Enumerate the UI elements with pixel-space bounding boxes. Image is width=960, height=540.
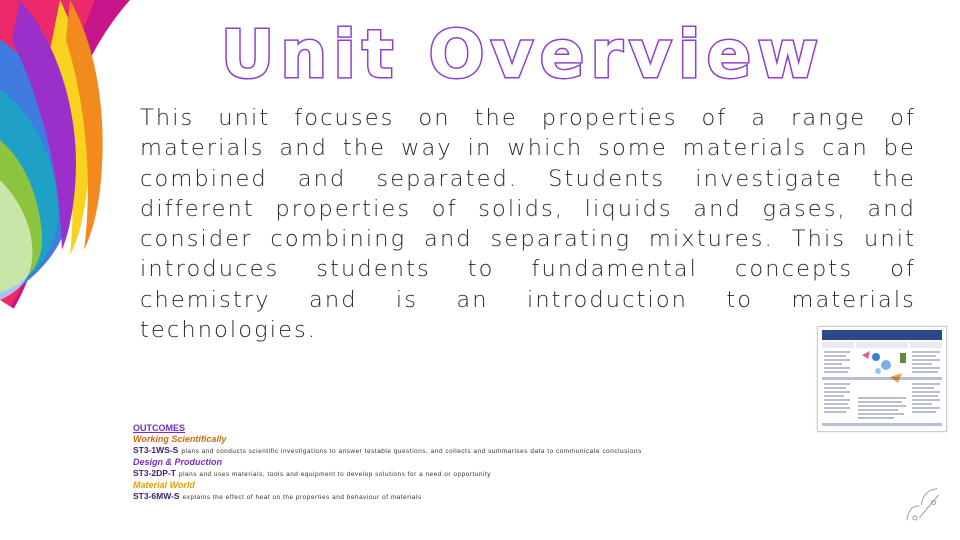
outcome-code: ST3-6MW-S	[133, 490, 180, 501]
outcome-item	[133, 491, 893, 504]
outcome-item	[133, 468, 893, 481]
page-title: Unit Overview	[220, 16, 825, 93]
outcomes-section	[133, 423, 893, 504]
logo-stamp-icon	[893, 484, 953, 524]
document-preview-graphic	[818, 327, 946, 431]
outcome-description: plans and conducts scientific investigations to answer testable questions, and collects and summarises data to communicate conclusions	[181, 447, 642, 455]
unit-description: This unit focuses on the properties of a range of materials and the way in which some materials can be combined and separated. Students investigate the different properties of solids, liquids and gases, and consider combining and separating mixtures. This unit introduces students to fundamental concepts of chemistry and is an introduction to materials technologies.	[140, 105, 916, 344]
strand-working-scientifically: Working Scientifically	[133, 434, 227, 444]
strand-material-world: Material World	[133, 480, 195, 491]
outcomes-heading: OUTCOMES	[133, 423, 186, 433]
outcome-item	[133, 445, 893, 458]
outcome-code: ST3-2DP-T	[133, 467, 176, 478]
outcome-description: plans and uses materials, tools and equipment to develop solutions for a need or opportunity	[178, 470, 492, 478]
document-thumbnail-image	[817, 326, 947, 432]
strand-design-production: Design & Production	[133, 457, 223, 468]
outcome-description: explains the effect of heat on the properties and behaviour of materials	[182, 493, 422, 501]
outcome-code: ST3-1WS-S	[133, 444, 179, 455]
